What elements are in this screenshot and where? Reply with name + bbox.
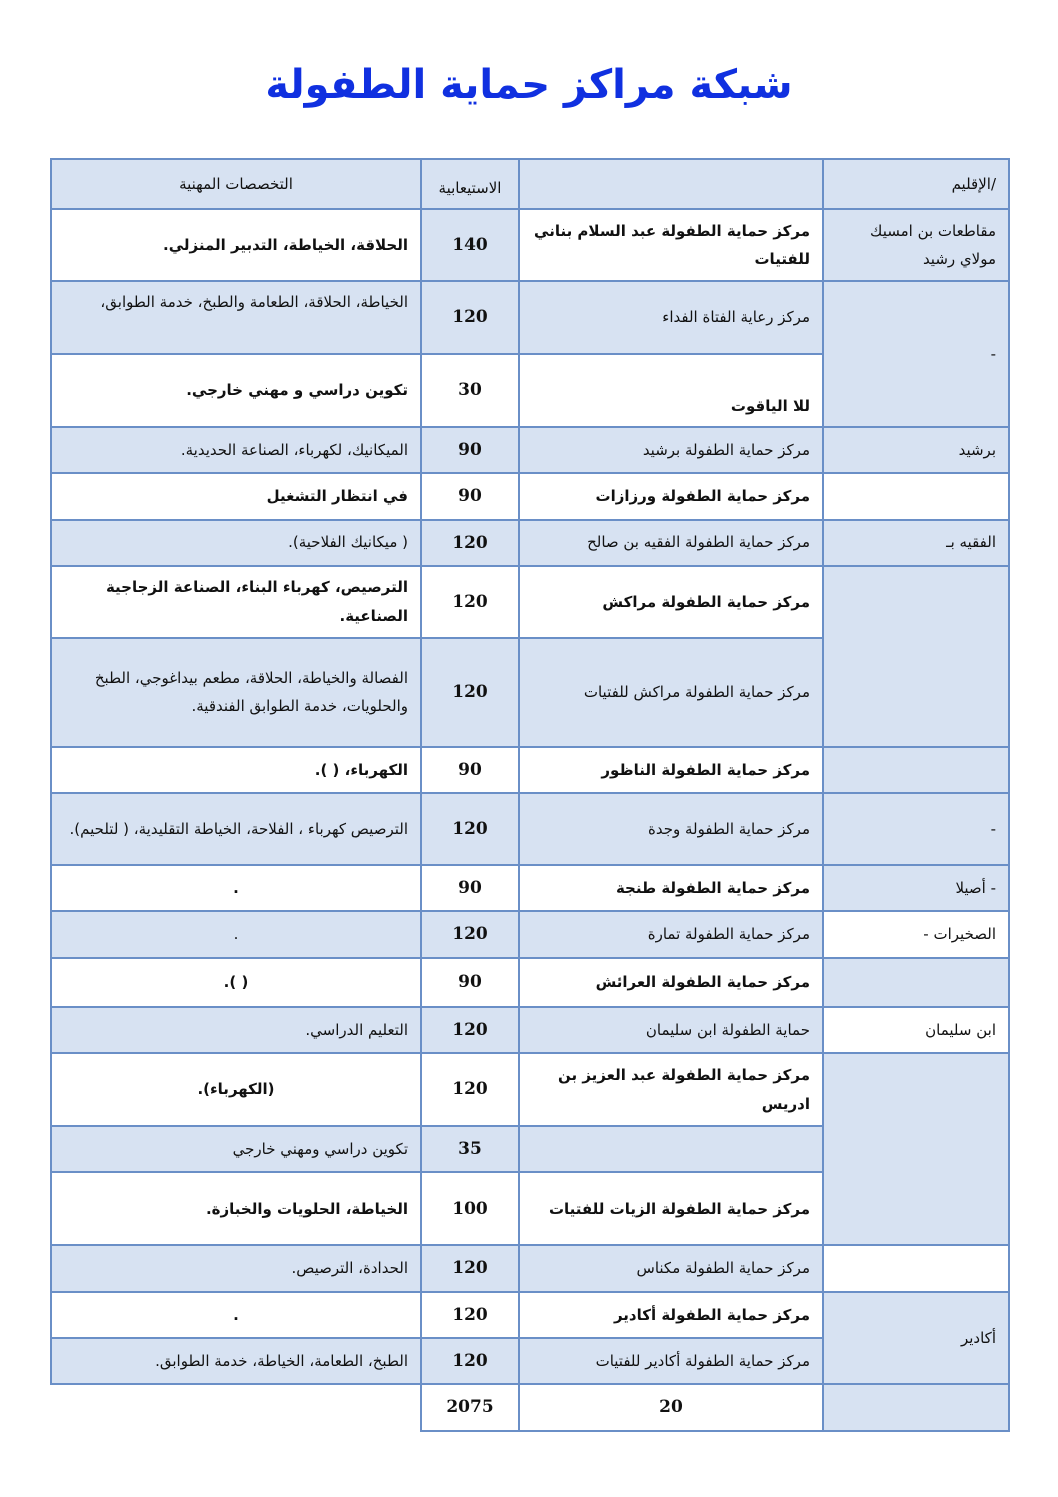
specialties-text: الترصيص كهرباء ، الفلاحة، الخياطة التقليدية، ( لتلحيم). [51, 793, 421, 865]
table-row [51, 566, 1009, 638]
capacity-value: 30 [421, 354, 519, 427]
table-row [51, 793, 1009, 865]
center-name: مركز حماية الطفولة عبد العزيز بن ادريس [519, 1053, 823, 1126]
center-name: مركز حماية الطفولة طنجة [519, 865, 823, 911]
specialties-text: الحلاقة، الخياطة، التدبير المنزلي. [51, 209, 421, 281]
table-row [51, 209, 1009, 281]
table-row [51, 958, 1009, 1007]
totals-empty-cell [51, 1384, 421, 1430]
capacity-value: 120 [421, 1245, 519, 1291]
center-name: مركز حماية الطفولة مراكش [519, 566, 823, 638]
region-cell: - [823, 793, 1009, 865]
capacity-value: 120 [421, 1053, 519, 1126]
region-cell [823, 958, 1009, 1007]
region-cell: الصخيرات - [823, 911, 1009, 957]
capacity-value: 90 [421, 427, 519, 473]
center-name: مركز حماية الطفولة العرائش [519, 958, 823, 1007]
specialties-text: في انتظار التشغيل [51, 473, 421, 519]
centers-table [50, 158, 1010, 1432]
specialties-text: الكهرباء، ( ). [51, 747, 421, 793]
region-cell [823, 473, 1009, 519]
region-cell: أكادير [823, 1292, 1009, 1385]
table-row [51, 747, 1009, 793]
center-name: مركز حماية الطفولة تمارة [519, 911, 823, 957]
center-name: مركز رعاية الفتاة الفداء [519, 281, 823, 354]
specialties-text: تكوين دراسي و مهني خارجي. [51, 354, 421, 427]
capacity-value: 90 [421, 865, 519, 911]
header-capacity: الاستيعابية [421, 159, 519, 209]
center-name: مركز حماية الطفولة برشيد [519, 427, 823, 473]
capacity-value: 120 [421, 281, 519, 354]
region-cell: - [823, 281, 1009, 427]
totals-row [51, 1384, 1009, 1430]
center-name: للا الياقوت [519, 354, 823, 427]
specialties-text: الطبخ، الطعامة، الخياطة، خدمة الطوابق. [51, 1338, 421, 1384]
region-cell: برشيد [823, 427, 1009, 473]
region-cell [823, 747, 1009, 793]
region-cell: - أصيلا [823, 865, 1009, 911]
region-cell: الفقيه بـ [823, 520, 1009, 566]
capacity-value: 120 [421, 638, 519, 747]
specialties-text: الحدادة، الترصيص. [51, 1245, 421, 1291]
total-capacity: 2075 [421, 1384, 519, 1430]
specialties-text: الخياطة، الحلاقة، الطعامة والطبخ، خدمة الطوابق، [51, 281, 421, 354]
center-name: مركز حماية الطفولة أكادير [519, 1292, 823, 1338]
specialties-text: تكوين دراسي ومهني خارجي [51, 1126, 421, 1172]
capacity-value: 100 [421, 1172, 519, 1245]
capacity-value: 120 [421, 566, 519, 638]
center-name: مركز حماية الطفولة ورزازات [519, 473, 823, 519]
table-row [51, 911, 1009, 957]
capacity-value: 120 [421, 520, 519, 566]
specialties-text: الترصيص، كهرباء البناء، الصناعة الزجاجية الصناعية. [51, 566, 421, 638]
center-name: مركز حماية الطفولة مكناس [519, 1245, 823, 1291]
capacity-value: 120 [421, 793, 519, 865]
region-cell: مقاطعات بن امسيك مولاي رشيد [823, 209, 1009, 281]
table-row [51, 281, 1009, 354]
capacity-value: 120 [421, 1292, 519, 1338]
specialties-text: . [51, 911, 421, 957]
specialties-text: (الكهرباء). [51, 1053, 421, 1126]
specialties-text: ( ميكانيك الفلاحية). [51, 520, 421, 566]
specialties-text: ( ). [51, 958, 421, 1007]
specialties-text: . [51, 1292, 421, 1338]
center-name: مركز حماية الطفولة عبد السلام بناني للفتيات [519, 209, 823, 281]
table-row [51, 473, 1009, 519]
total-centers: 20 [519, 1384, 823, 1430]
center-name: مركز حماية الطفولة الفقيه بن صالح [519, 520, 823, 566]
table-row [51, 1292, 1009, 1338]
page-title: شبكة مراكز حماية الطفولة [265, 62, 793, 108]
table-row [51, 427, 1009, 473]
region-cell: ابن سليمان [823, 1007, 1009, 1053]
table-row [51, 1007, 1009, 1053]
header-center [519, 159, 823, 209]
table-row [51, 865, 1009, 911]
center-name: مركز حماية الطفولة مراكش للفتيات [519, 638, 823, 747]
specialties-text: الميكانيك، لكهرباء، الصناعة الحديدية. [51, 427, 421, 473]
capacity-value: 120 [421, 911, 519, 957]
capacity-value: 120 [421, 1007, 519, 1053]
table-row [51, 1053, 1009, 1126]
region-cell [823, 566, 1009, 747]
capacity-value: 140 [421, 209, 519, 281]
capacity-value: 90 [421, 958, 519, 1007]
capacity-value: 120 [421, 1338, 519, 1384]
center-name: مركز حماية الطفولة أكادير للفتيات [519, 1338, 823, 1384]
capacity-value: 35 [421, 1126, 519, 1172]
capacity-value: 90 [421, 473, 519, 519]
specialties-text: الخياطة، الحلويات والخبازة. [51, 1172, 421, 1245]
header-specialties: التخصصات المهنية [51, 159, 421, 209]
table-row [51, 1245, 1009, 1291]
center-name: مركز حماية الطفولة الزيات للفتيات [519, 1172, 823, 1245]
capacity-value: 90 [421, 747, 519, 793]
header-region: /الإقليم [823, 159, 1009, 209]
totals-region-cell [823, 1384, 1009, 1430]
region-cell [823, 1245, 1009, 1291]
table-header-row [51, 159, 1009, 209]
specialties-text: الفصالة والخياطة، الحلاقة، مطعم بيداغوجي، الطبخ والحلويات، خدمة الطوابق الفندقية. [51, 638, 421, 747]
center-name: مركز حماية الطفولة وجدة [519, 793, 823, 865]
center-name: مركز حماية الطفولة الناظور [519, 747, 823, 793]
center-name [519, 1126, 823, 1172]
region-cell [823, 1053, 1009, 1245]
specialties-text: . [51, 865, 421, 911]
table-row [51, 520, 1009, 566]
center-name: حماية الطفولة ابن سليمان [519, 1007, 823, 1053]
specialties-text: التعليم الدراسي. [51, 1007, 421, 1053]
